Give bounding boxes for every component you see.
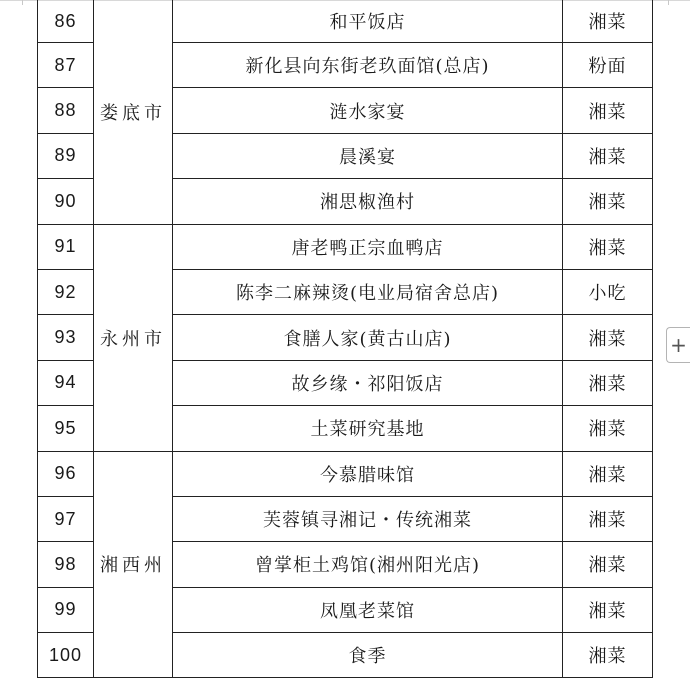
restaurant-name: 晨溪宴: [173, 133, 563, 178]
cuisine-category: 湘菜: [563, 360, 653, 405]
restaurant-name: 凤凰老菜馆: [173, 587, 563, 632]
restaurant-name: 涟水家宴: [173, 88, 563, 133]
table-row: [38, 451, 653, 496]
margin-marker-left: [22, 0, 23, 5]
cuisine-category: 湘菜: [563, 406, 653, 451]
cuisine-category: 粉面: [563, 43, 653, 88]
city-cell: [94, 451, 173, 678]
restaurant-name: 食膳人家(黄古山店): [173, 315, 563, 360]
cuisine-category: 湘菜: [563, 542, 653, 587]
row-number: 91: [38, 224, 94, 269]
table-row: [38, 224, 653, 269]
restaurant-name: 故乡缘・祁阳饭店: [173, 360, 563, 405]
cuisine-category: 湘菜: [563, 133, 653, 178]
restaurant-name: 陈李二麻辣烫(电业局宿舍总店): [173, 269, 563, 314]
row-number: 98: [38, 542, 94, 587]
row-number: 96: [38, 451, 94, 496]
cuisine-category: 湘菜: [563, 179, 653, 224]
row-number: 90: [38, 179, 94, 224]
row-number: 93: [38, 315, 94, 360]
city-cell: [94, 224, 173, 451]
cuisine-category: 湘菜: [563, 451, 653, 496]
restaurant-name: 食季: [173, 633, 563, 678]
restaurant-name: 芙蓉镇寻湘记・传统湘菜: [173, 496, 563, 541]
cuisine-category: 湘菜: [563, 496, 653, 541]
restaurant-name: 土菜研究基地: [173, 406, 563, 451]
row-number: 88: [38, 88, 94, 133]
city-label: 永州市: [100, 328, 166, 350]
cuisine-category: 小吃: [563, 269, 653, 314]
restaurant-name: 新化县向东街老玖面馆(总店): [173, 43, 563, 88]
row-number: 92: [38, 269, 94, 314]
cuisine-category: 湘菜: [563, 0, 653, 43]
table-row: [38, 0, 653, 43]
row-number: 89: [38, 133, 94, 178]
row-number: 87: [38, 43, 94, 88]
margin-marker-right: [668, 0, 669, 5]
restaurant-table: [37, 0, 653, 678]
row-number: 99: [38, 587, 94, 632]
add-row-button[interactable]: [666, 327, 690, 363]
row-number: 97: [38, 496, 94, 541]
restaurant-name: 唐老鸭正宗血鸭店: [173, 224, 563, 269]
cuisine-category: 湘菜: [563, 633, 653, 678]
cuisine-category: 湘菜: [563, 587, 653, 632]
cuisine-category: 湘菜: [563, 88, 653, 133]
row-number: 95: [38, 406, 94, 451]
restaurant-name: 湘思椒渔村: [173, 179, 563, 224]
cuisine-category: 湘菜: [563, 315, 653, 360]
city-label: 湘西州: [100, 555, 166, 577]
restaurant-name: 今慕腊味馆: [173, 451, 563, 496]
cuisine-category: 湘菜: [563, 224, 653, 269]
row-number: 94: [38, 360, 94, 405]
row-number: 100: [38, 633, 94, 678]
city-label: 娄底市: [100, 102, 166, 124]
plus-icon: +: [670, 333, 687, 357]
city-cell: [94, 0, 173, 224]
row-number: 86: [38, 0, 94, 43]
restaurant-name: 曾掌柜土鸡馆(湘州阳光店): [173, 542, 563, 587]
restaurant-name: 和平饭店: [173, 0, 563, 43]
